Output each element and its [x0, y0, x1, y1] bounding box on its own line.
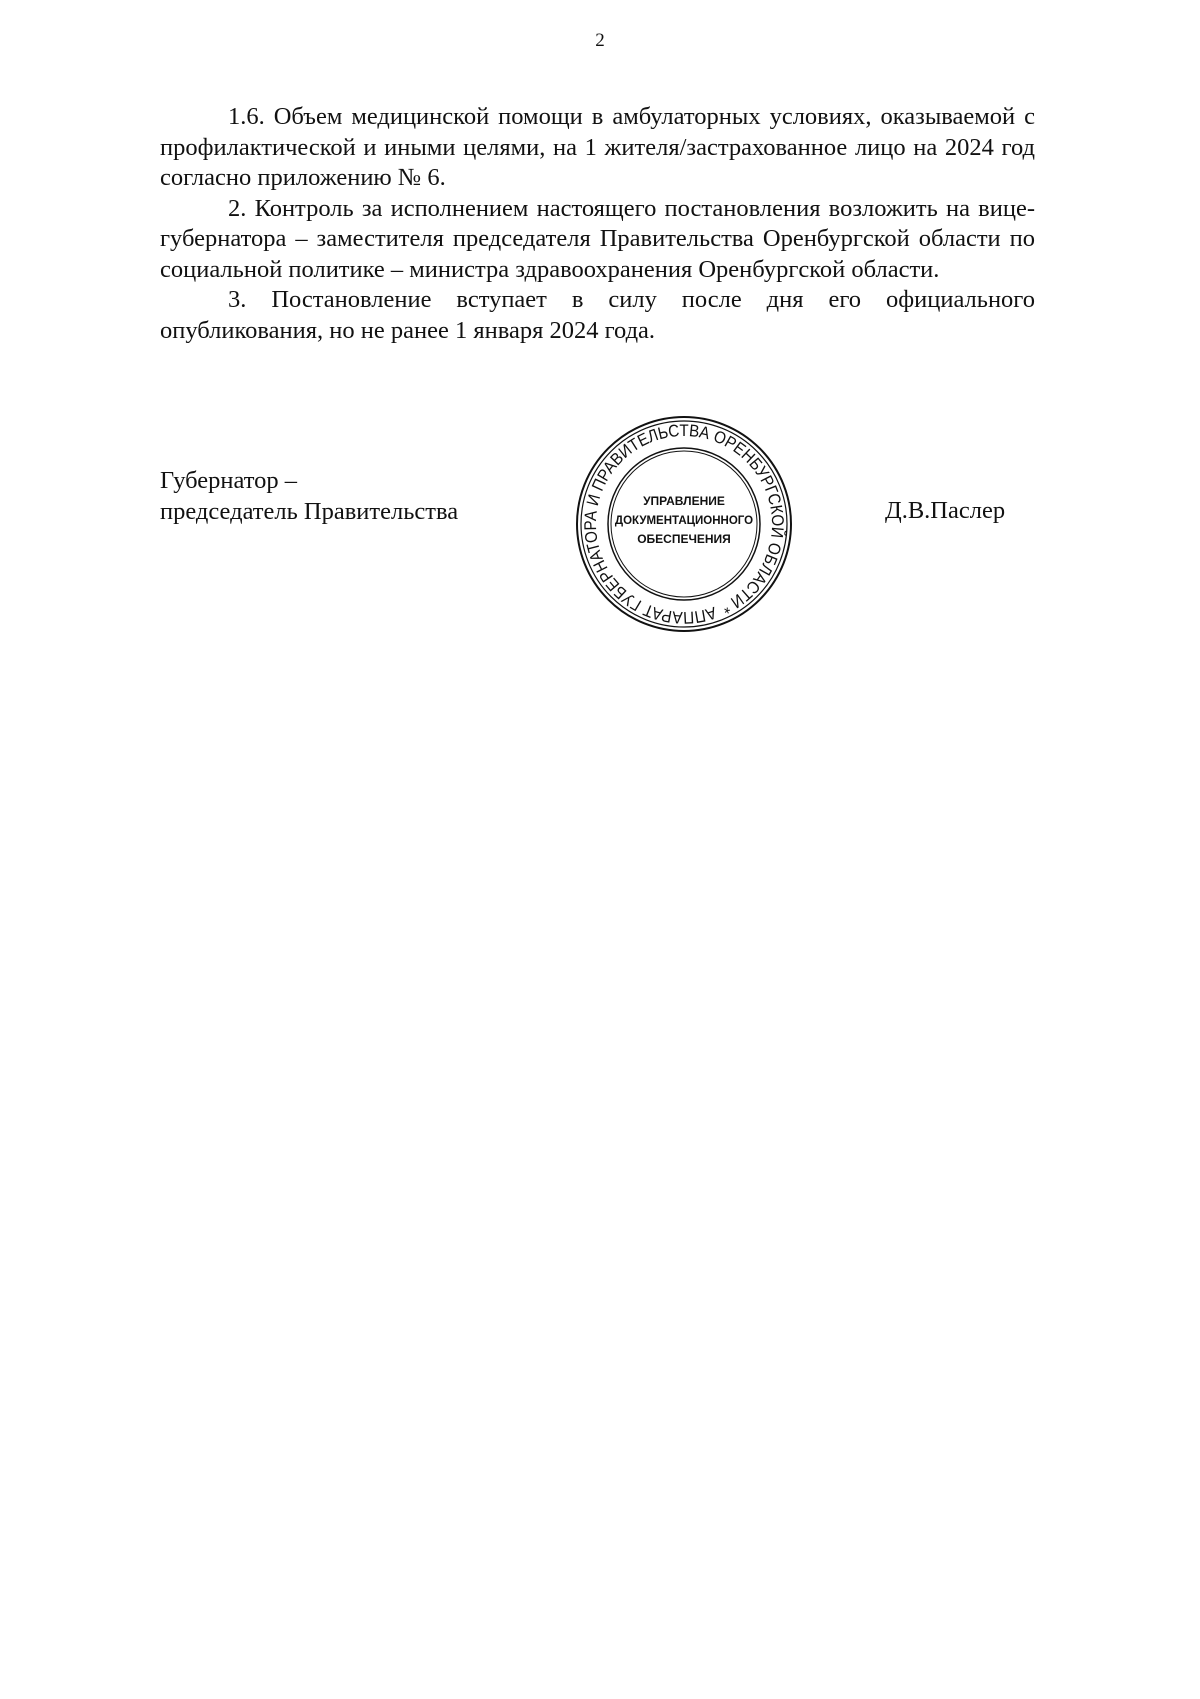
- signatory-name: Д.В.Паслер: [885, 497, 1006, 524]
- document-body: [160, 102, 1035, 346]
- official-seal: [572, 412, 796, 636]
- paragraph-2: 2. Контроль за исполнением настоящего постановления возложить на вице-губернатора – заместителя председателя Правительства Оренбургской области по социальной политике – министра здравоохранения Оренбургской области.: [160, 194, 1035, 283]
- paragraph-3: 3. Постановление вступает в силу после дня его официального опубликования, но не ранее 1 января 2024 года.: [160, 286, 1035, 344]
- seal-line-1: УПРАВЛЕНИЕ: [643, 494, 725, 508]
- page-number: 2: [595, 30, 605, 51]
- position-line-2: председатель Правительства: [160, 497, 459, 525]
- seal-ring-text: АППАРАТ ГУБЕРНАТОРА И ПРАВИТЕЛЬСТВА ОРЕНБУРГСКОЙ ОБЛАСТИ *: [580, 420, 788, 628]
- paragraph-1-6: 1.6. Объем медицинской помощи в амбулаторных условиях, оказываемой с профилактической и иными целями, на 1 жителя/застрахованное лицо на 2024 год согласно приложению № 6.: [160, 103, 1035, 191]
- seal-line-2: ДОКУМЕНТАЦИОННОГО: [614, 515, 754, 527]
- seal-line-3: ОБЕСПЕЧЕНИЯ: [637, 532, 731, 546]
- position-line-1: Губернатор –: [160, 467, 298, 494]
- signatory-position: [160, 466, 458, 527]
